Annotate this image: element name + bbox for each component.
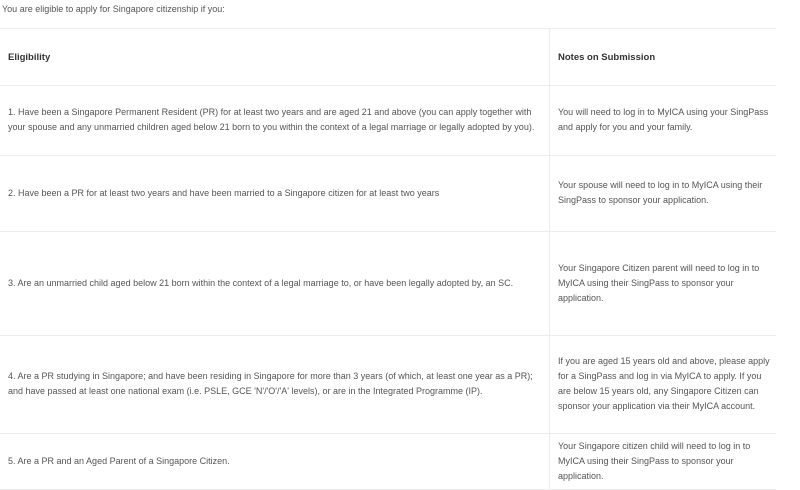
row-1-notes: You will need to log in to MyICA using your SingPass and apply for you and your family. [558,107,769,132]
row-5-notes: Your Singapore citizen child will need to log in to MyICA using their SingPass to sponsor your application. [558,440,751,481]
table-row [0,231,776,336]
header-eligibility: Eligibility [8,51,51,63]
row-1-eligibility: 1. Have been a Singapore Permanent Resident (PR) for at least two years and are aged 21 and above (you can apply together with your spouse and any unmarried children aged below 21 born to you within the context of a legal marriage or legally adopted by you). [8,107,535,132]
row-3-eligibility: 3. Are an unmarried child aged below 21 born within the context of a legal marriage to, or have been legally adopted by, an SC. [8,277,514,288]
row-5-eligibility: 5. Are a PR and an Aged Parent of a Singapore Citizen. [8,455,230,466]
table-row [0,335,776,434]
table-row [0,155,776,232]
table-row [0,85,776,156]
row-3-notes: Your Singapore Citizen parent will need to log in to MyICA using their SingPass to sponsor your application. [558,262,760,303]
row-2-eligibility: 2. Have been a PR for at least two years and have been married to a Singapore citizen for at least two years [8,187,440,198]
row-4-eligibility: 4. Are a PR studying in Singapore; and have been residing in Singapore for more than 3 years (of which, at least one year as a PR); and have passed at least one national exam (i.e. PSLE, GCE 'N'/'O'/'A' levels), or are in the Integrated Programme (IP). [8,371,533,396]
table-header-row [0,29,776,86]
row-4-notes: If you are aged 15 years old and above, please apply for a SingPass and log in via MyICA to apply. If you are below 15 years old, any Singapore Citizen can sponsor your application via their MyICA account. [558,356,770,411]
eligibility-table [0,28,776,490]
row-2-notes: Your spouse will need to log in to MyICA using their SingPass to sponsor your application. [558,180,763,205]
intro-text: You are eligible to apply for Singapore citizenship if you: [2,4,225,14]
header-notes: Notes on Submission [558,51,656,63]
table-row [0,433,776,489]
